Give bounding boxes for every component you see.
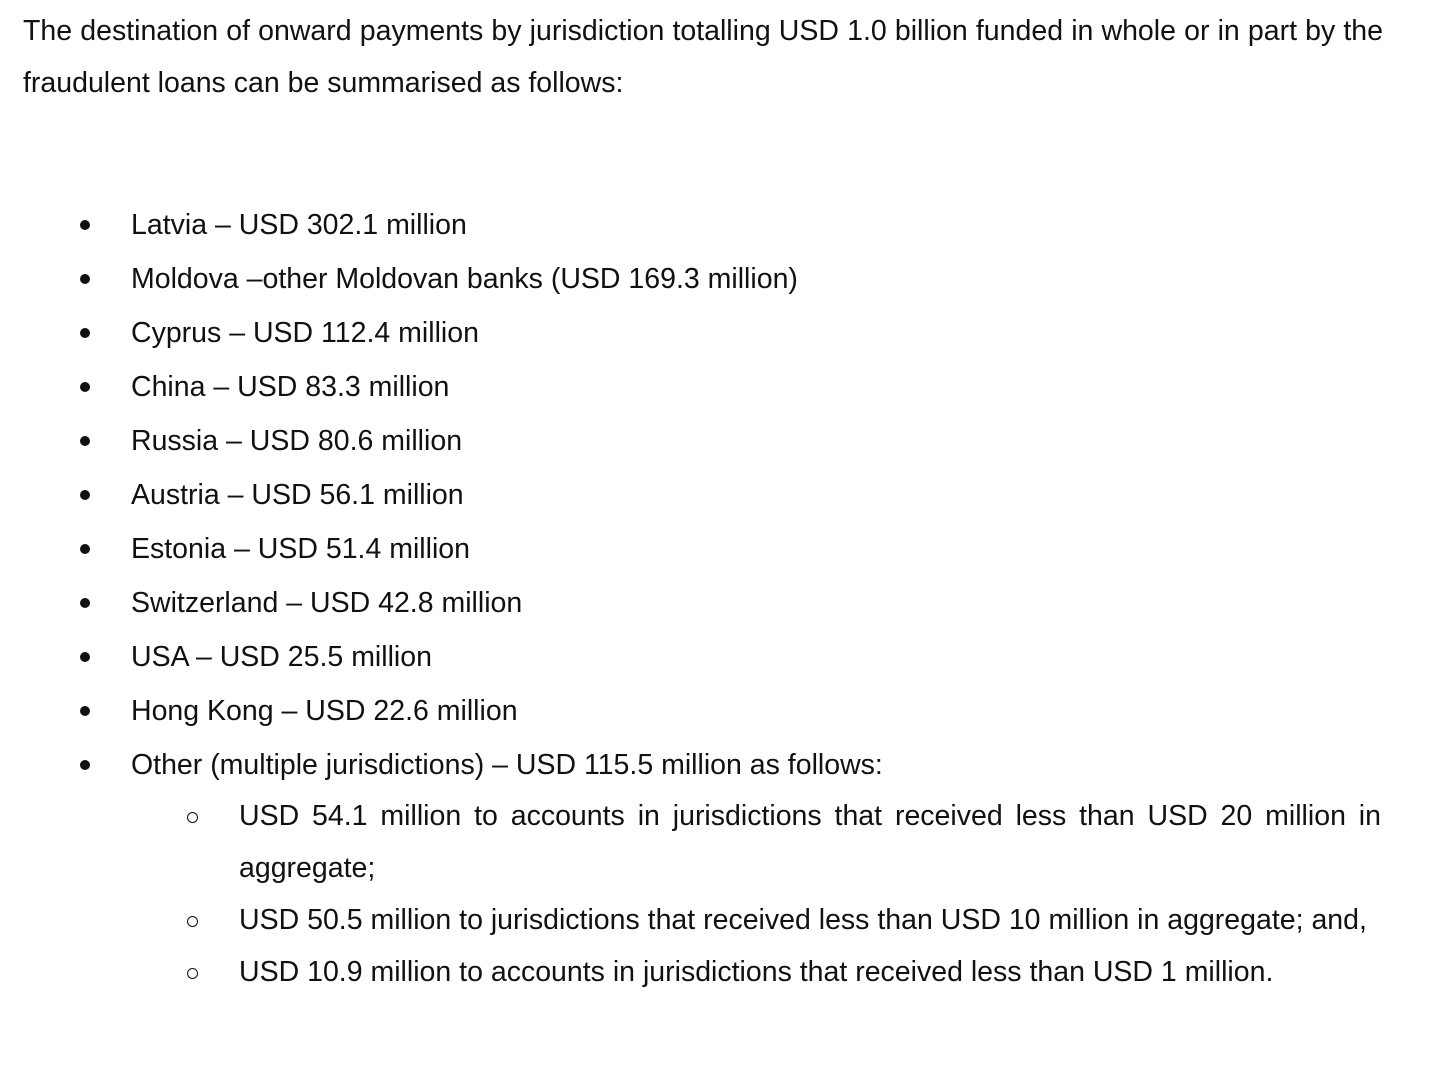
hollow-bullet-icon (187, 916, 198, 927)
list-item (0, 684, 1434, 738)
sub-list-item-text: USD 10.9 million to accounts in jurisdictions that received less than USD 1 million. (239, 956, 1274, 988)
list-item (0, 252, 1434, 306)
jurisdiction-list (0, 198, 1434, 792)
list-item-text: Estonia – USD 51.4 million (131, 533, 470, 565)
hollow-bullet-icon (187, 968, 198, 979)
sub-list-item (0, 790, 1434, 894)
bullet-icon (80, 328, 90, 338)
list-item-text: Hong Kong – USD 22.6 million (131, 695, 518, 727)
list-item-text: Russia – USD 80.6 million (131, 425, 463, 457)
list-item (0, 414, 1434, 468)
list-item-text: Cyprus – USD 112.4 million (131, 317, 479, 349)
list-item-text: USA – USD 25.5 million (131, 641, 432, 673)
list-item (0, 576, 1434, 630)
hollow-bullet-icon (187, 812, 198, 823)
bullet-icon (80, 760, 90, 770)
bullet-icon (80, 220, 90, 230)
bullet-icon (80, 274, 90, 284)
list-item (0, 306, 1434, 360)
list-item (0, 630, 1434, 684)
list-item (0, 360, 1434, 414)
list-item-text: Switzerland – USD 42.8 million (131, 587, 523, 619)
bullet-icon (80, 436, 90, 446)
other-breakdown-list (0, 790, 1434, 998)
bullet-icon (80, 490, 90, 500)
list-item (0, 198, 1434, 252)
bullet-icon (80, 598, 90, 608)
list-item (0, 468, 1434, 522)
bullet-icon (80, 544, 90, 554)
sub-list-item-text: USD 54.1 million to accounts in jurisdictions that received less than USD 20 million in aggregate; (239, 800, 1381, 884)
bullet-icon (80, 382, 90, 392)
sub-list-item (0, 894, 1434, 946)
sub-list-item (0, 946, 1434, 998)
list-item (0, 738, 1434, 792)
intro-paragraph: The destination of onward payments by jurisdiction totalling USD 1.0 billion funded in whole or in part by the fraudulent loans can be summarised as follows: (23, 15, 1383, 99)
list-item-text: Latvia – USD 302.1 million (131, 209, 467, 241)
bullet-icon (80, 652, 90, 662)
sub-list-item-text: USD 50.5 million to jurisdictions that received less than USD 10 million in aggregate; and, (239, 904, 1367, 936)
list-item-text: Moldova –other Moldovan banks (USD 169.3 million) (131, 263, 798, 295)
list-item-text: Austria – USD 56.1 million (131, 479, 464, 511)
list-item-text: China – USD 83.3 million (131, 371, 450, 403)
list-item-text: Other (multiple jurisdictions) – USD 115.5 million as follows: (131, 749, 883, 781)
list-item (0, 522, 1434, 576)
bullet-icon (80, 706, 90, 716)
